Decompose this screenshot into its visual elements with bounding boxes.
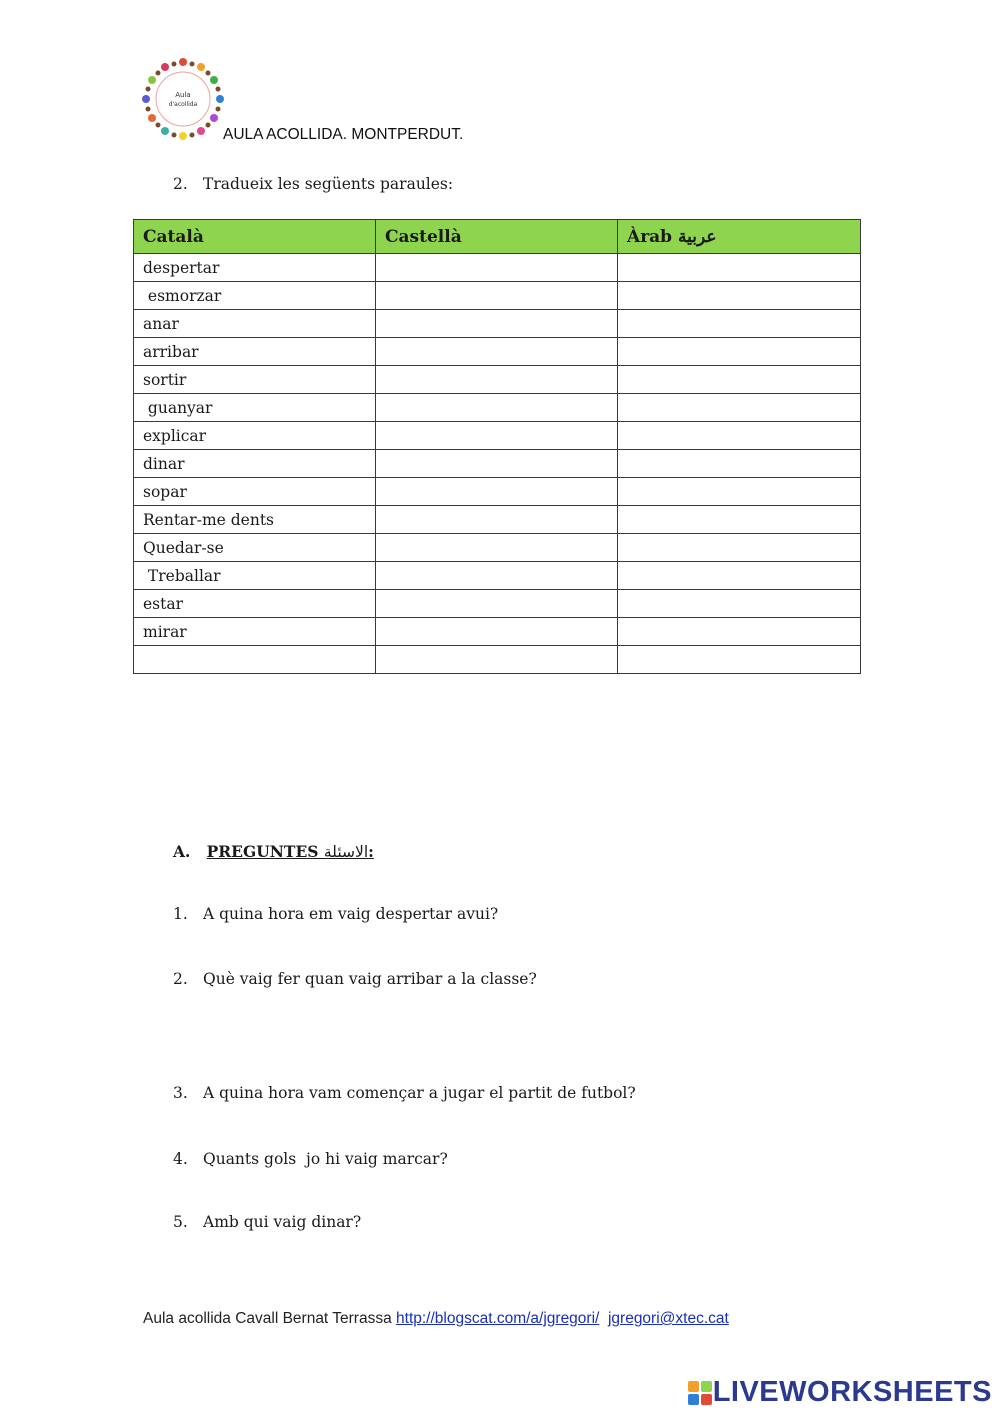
- table-row: [134, 534, 861, 562]
- table-row: [134, 422, 861, 450]
- liveworksheets-brand[interactable]: [687, 1376, 992, 1409]
- cell-catala: estar: [134, 590, 376, 618]
- cell-arab-answer[interactable]: [618, 534, 861, 562]
- section-title: PREGUNTES: [206, 842, 319, 861]
- table-row: [134, 394, 861, 422]
- cell-catala: sortir: [134, 366, 376, 394]
- cell-arab-answer[interactable]: [618, 478, 861, 506]
- table-header-row: [134, 220, 861, 254]
- cell-arab-answer[interactable]: [618, 618, 861, 646]
- blog-link[interactable]: http://blogscat.com/a/jgregori/: [396, 1310, 600, 1327]
- cell-castella-answer[interactable]: [376, 338, 618, 366]
- cell-catala: Rentar-me dents: [134, 506, 376, 534]
- cell-arab-answer[interactable]: [618, 366, 861, 394]
- section-a-heading: [173, 842, 374, 861]
- cell-arab-answer[interactable]: [618, 310, 861, 338]
- cell-catala: dinar: [134, 450, 376, 478]
- cell-castella-answer[interactable]: [376, 506, 618, 534]
- question-number: 1.: [173, 905, 188, 923]
- footer: [143, 1310, 729, 1328]
- cell-catala: despertar: [134, 254, 376, 282]
- cell-arab-answer[interactable]: [618, 282, 861, 310]
- cell-catala: esmorzar: [134, 282, 376, 310]
- cell-castella-answer[interactable]: [376, 618, 618, 646]
- table-row: [134, 646, 861, 674]
- liveworksheets-icon: [687, 1380, 713, 1406]
- cell-castella-answer[interactable]: [376, 534, 618, 562]
- cell-arab-answer[interactable]: [618, 394, 861, 422]
- cell-castella-answer[interactable]: [376, 310, 618, 338]
- table-row: [134, 618, 861, 646]
- cell-castella-answer[interactable]: [376, 254, 618, 282]
- table-row: [134, 450, 861, 478]
- header-castella: Castellà: [376, 220, 618, 254]
- aula-acollida-logo: [140, 56, 226, 142]
- question-text: A quina hora vam començar a jugar el partit de futbol?: [203, 1084, 636, 1102]
- header-title: AULA ACOLLIDA. MONTPERDUT.: [223, 126, 464, 143]
- table-row: [134, 590, 861, 618]
- table-row: [134, 366, 861, 394]
- table-row: [134, 506, 861, 534]
- cell-castella-answer[interactable]: [376, 422, 618, 450]
- question-text: Quants gols jo hi vaig marcar?: [203, 1150, 448, 1168]
- question-number: 5.: [173, 1213, 188, 1231]
- question-text: A quina hora em vaig despertar avui?: [203, 905, 499, 923]
- cell-arab-answer[interactable]: [618, 422, 861, 450]
- cell-castella-answer[interactable]: [376, 646, 618, 674]
- cell-catala: mirar: [134, 618, 376, 646]
- table-row: [134, 478, 861, 506]
- vocabulary-table: [133, 219, 861, 674]
- cell-catala: arribar: [134, 338, 376, 366]
- cell-arab-answer[interactable]: [618, 506, 861, 534]
- cell-castella-answer[interactable]: [376, 394, 618, 422]
- question-text: Què vaig fer quan vaig arribar a la classe?: [203, 970, 537, 988]
- cell-castella-answer[interactable]: [376, 450, 618, 478]
- question-text: Amb qui vaig dinar?: [203, 1213, 362, 1231]
- cell-arab-answer[interactable]: [618, 562, 861, 590]
- cell-catala: Treballar: [134, 562, 376, 590]
- liveworksheets-text: LIVEWORKSHEETS: [712, 1376, 992, 1408]
- section-letter: A.: [173, 842, 191, 861]
- cell-castella-answer[interactable]: [376, 366, 618, 394]
- cell-arab-answer[interactable]: [618, 450, 861, 478]
- exercise-number: 2.: [173, 175, 188, 193]
- logo-text-line1: Aula: [175, 91, 191, 99]
- cell-castella-answer[interactable]: [376, 282, 618, 310]
- footer-text: Aula acollida Cavall Bernat Terrassa: [143, 1310, 397, 1327]
- exercise-instruction: Tradueix les següents paraules:: [203, 175, 454, 193]
- table-row: [134, 282, 861, 310]
- cell-catala: guanyar: [134, 394, 376, 422]
- cell-arab-answer[interactable]: [618, 646, 861, 674]
- table-row: [134, 310, 861, 338]
- cell-castella-answer[interactable]: [376, 478, 618, 506]
- cell-catala: explicar: [134, 422, 376, 450]
- table-row: [134, 338, 861, 366]
- cell-catala: [134, 646, 376, 674]
- question-number: 2.: [173, 970, 188, 988]
- logo-text-line2: d'acollida: [168, 101, 198, 108]
- question-number: 4.: [173, 1150, 188, 1168]
- section-arabic: الاسئلة: [323, 843, 369, 861]
- cell-arab-answer[interactable]: [618, 338, 861, 366]
- header-catala: Català: [134, 220, 376, 254]
- cell-catala: sopar: [134, 478, 376, 506]
- question-number: 3.: [173, 1084, 188, 1102]
- cell-catala: Quedar-se: [134, 534, 376, 562]
- email-link[interactable]: jgregori@xtec.cat: [607, 1310, 729, 1327]
- section-colon: :: [368, 842, 374, 861]
- cell-arab-answer[interactable]: [618, 590, 861, 618]
- table-row: [134, 254, 861, 282]
- cell-catala: anar: [134, 310, 376, 338]
- cell-castella-answer[interactable]: [376, 562, 618, 590]
- header-arab: Àrab عربية: [618, 220, 861, 254]
- cell-arab-answer[interactable]: [618, 254, 861, 282]
- cell-castella-answer[interactable]: [376, 590, 618, 618]
- table-row: [134, 562, 861, 590]
